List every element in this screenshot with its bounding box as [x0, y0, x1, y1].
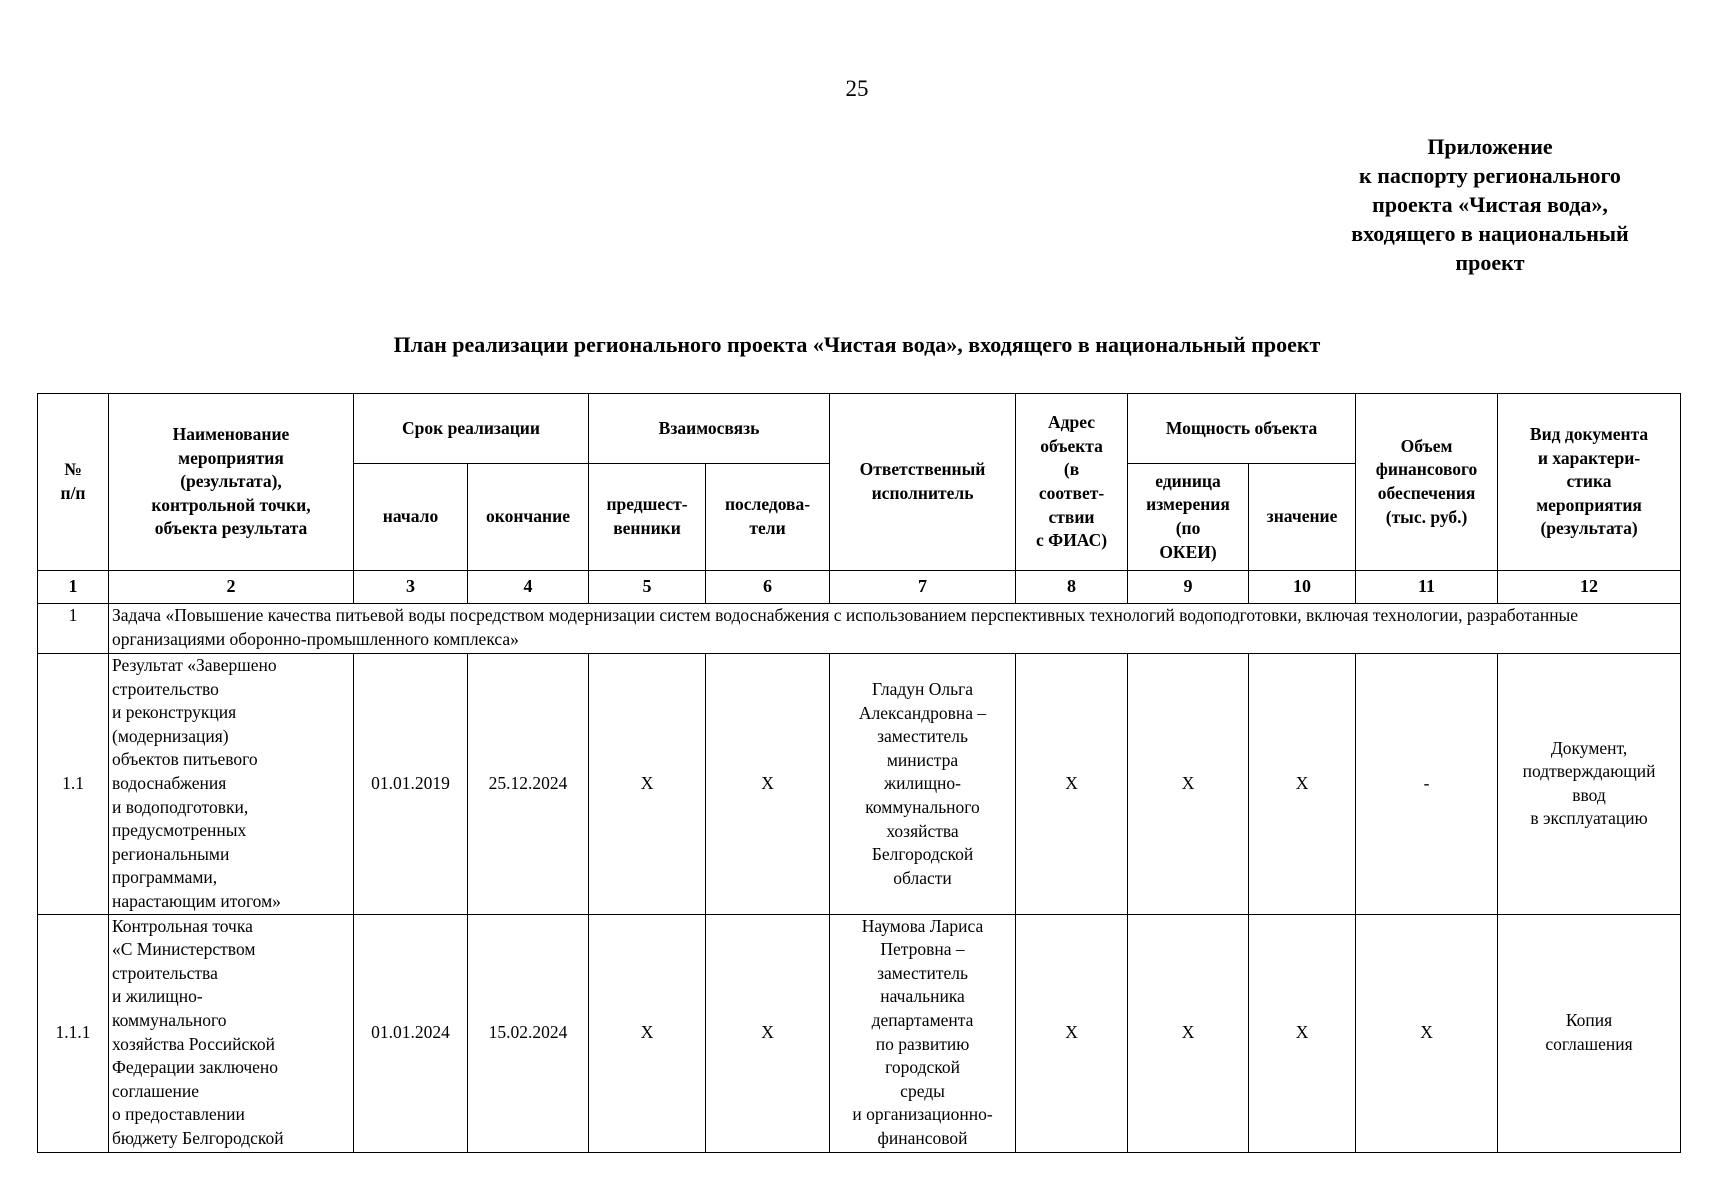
appendix-line: проекта «Чистая вода», [1372, 192, 1608, 217]
header-line: финансового [1375, 459, 1478, 480]
header-funding [1356, 394, 1498, 571]
header-line: единица [1155, 470, 1221, 491]
responsible-line: хозяйства [886, 820, 959, 841]
row-address: X [1016, 914, 1128, 1152]
name-line: хозяйства Российской [112, 1033, 275, 1054]
header-relation-pred [589, 464, 706, 571]
name-line: предусмотренных [112, 820, 247, 841]
responsible-line: Александровна – [858, 702, 987, 723]
appendix-heading [1300, 132, 1680, 277]
header-line: (результата) [1540, 518, 1638, 539]
table-row [38, 914, 1681, 1152]
header-line: обеспечения [1377, 483, 1476, 503]
name-line: региональными [112, 843, 230, 864]
header-line: предшест- [606, 494, 688, 515]
name-line: и жилищно- [112, 986, 203, 1007]
header-line: Вид документа [1529, 424, 1649, 445]
name-line: бюджету Белгородской [112, 1127, 284, 1148]
row-end: 15.02.2024 [468, 914, 589, 1152]
name-line: (модернизация) [112, 725, 229, 746]
row-succ: X [706, 914, 830, 1152]
name-line: программами, [112, 867, 218, 888]
appendix-line: проект [1455, 250, 1525, 275]
header-line: тели [749, 518, 786, 538]
name-line: Контрольная точка [112, 915, 253, 936]
column-number: 2 [109, 571, 354, 604]
name-line: Федерации заключено [112, 1057, 279, 1078]
column-number: 7 [830, 571, 1016, 604]
row-start: 01.01.2024 [354, 914, 468, 1152]
row-start: 01.01.2019 [354, 654, 468, 915]
name-line: Результат «Завершено [112, 655, 277, 675]
name-line: «С Министерством [112, 939, 256, 960]
header-line: с ФИАС) [1036, 530, 1108, 551]
header-responsible [830, 394, 1016, 571]
responsible-line: заместитель [877, 726, 968, 747]
row-num: 1.1 [38, 654, 109, 915]
header-line: (в [1063, 459, 1080, 480]
header-term-start: начало [354, 464, 468, 571]
header-doc-type [1498, 394, 1681, 571]
header-address [1016, 394, 1128, 571]
name-line: объектов питьевого [112, 749, 258, 770]
doc-line: в эксплуатацию [1530, 808, 1648, 829]
responsible-line: Гладун Ольга [872, 679, 974, 699]
task-text: Задача «Повышение качества питьевой воды посредством модернизации систем водоснабжения с использованием перспективных технологий водоподготовки, включая технологии, разработанные организациями оборонно-промышленного комплекса» [109, 604, 1681, 654]
row-pred: X [589, 654, 706, 915]
page-number: 25 [845, 76, 869, 101]
header-line: ОКЕИ) [1159, 541, 1217, 562]
row-end: 25.12.2024 [468, 654, 589, 915]
header-capacity-value: значение [1249, 464, 1356, 571]
column-number: 6 [706, 571, 830, 604]
header-line: № [64, 459, 82, 480]
row-pred: X [589, 914, 706, 1152]
row-unit: X [1128, 914, 1249, 1152]
header-capacity-unit [1128, 464, 1249, 571]
task-row [38, 604, 1681, 654]
responsible-line: Наумова Лариса [861, 915, 984, 936]
header-line: ствии [1048, 506, 1095, 527]
row-value: X [1249, 914, 1356, 1152]
header-num [38, 394, 109, 571]
responsible-line: финансовой [877, 1127, 968, 1148]
header-line: объекта [1040, 435, 1103, 456]
responsible-line: городской [885, 1057, 960, 1078]
doc-line: соглашения [1545, 1034, 1633, 1055]
responsible-line: Петровна – [880, 939, 965, 960]
name-line: строительство [112, 678, 219, 699]
header-line: стика [1566, 471, 1612, 492]
doc-line: Копия [1565, 1010, 1613, 1031]
header-line: Ответственный [859, 459, 986, 480]
header-line: контрольной точки, [151, 494, 311, 515]
plan-table [37, 393, 1681, 1153]
doc-line: Документ, [1550, 737, 1628, 758]
header-name [109, 394, 354, 571]
header-line: последова- [724, 494, 811, 515]
header-line: венники [613, 518, 681, 538]
header-relation: Взаимосвязь [589, 394, 830, 464]
header-line: Объем [1400, 435, 1453, 456]
responsible-line: среды [900, 1080, 945, 1101]
responsible-line: начальника [880, 986, 965, 1007]
name-line: и реконструкция [112, 702, 237, 723]
row-funding: - [1356, 654, 1498, 915]
column-number: 3 [354, 571, 468, 604]
doc-line: ввод [1572, 784, 1606, 805]
header-line: (по [1175, 518, 1201, 538]
row-unit: X [1128, 654, 1249, 915]
column-number: 8 [1016, 571, 1128, 604]
name-line: и водоподготовки, [112, 796, 249, 817]
header-line: мероприятия [178, 447, 284, 468]
responsible-line: жилищно- [884, 773, 962, 794]
column-number: 12 [1498, 571, 1681, 604]
header-capacity: Мощность объекта [1128, 394, 1356, 464]
row-num: 1.1.1 [38, 914, 109, 1152]
header-relation-succ [706, 464, 830, 571]
table-row [38, 654, 1681, 915]
row-doc [1498, 914, 1681, 1152]
plan-title: План реализации регионального проекта «Чистая вода», входящего в национальный проект [393, 332, 1321, 357]
header-line: п/п [60, 483, 86, 503]
column-number: 1 [38, 571, 109, 604]
column-number: 11 [1356, 571, 1498, 604]
header-line: Адрес [1048, 412, 1096, 433]
header-line: и характери- [1537, 447, 1641, 468]
doc-line: подтверждающий [1522, 761, 1656, 782]
responsible-line: по развитию [875, 1033, 970, 1054]
row-name [109, 914, 354, 1152]
responsible-line: области [893, 867, 952, 888]
name-line: нарастающим итогом» [112, 890, 281, 911]
header-line: объекта результата [154, 518, 308, 539]
header-term-end: окончание [468, 464, 589, 571]
responsible-line: департамента [871, 1009, 974, 1030]
name-line: водоснабжения [112, 772, 227, 793]
name-line: строительства [112, 962, 218, 983]
row-funding: X [1356, 914, 1498, 1152]
column-number: 9 [1128, 571, 1249, 604]
header-line: исполнитель [871, 483, 974, 503]
responsible-line: и организационно- [852, 1104, 993, 1125]
appendix-line: к паспорту регионального [1359, 163, 1621, 188]
header-line: (тыс. руб.) [1385, 506, 1468, 527]
responsible-line: министра [886, 749, 959, 770]
header-line: (результата), [180, 471, 282, 492]
header-term: Срок реализации [354, 394, 589, 464]
appendix-line: Приложение [1427, 134, 1553, 159]
column-number: 4 [468, 571, 589, 604]
row-responsible [830, 654, 1016, 915]
header-line: соответ- [1038, 483, 1105, 503]
row-value: X [1249, 654, 1356, 915]
name-line: коммунального [112, 1009, 227, 1030]
row-doc [1498, 654, 1681, 915]
header-line: мероприятия [1536, 494, 1642, 515]
name-line: соглашение [112, 1080, 200, 1101]
header-line: Наименование [172, 424, 290, 445]
row-address: X [1016, 654, 1128, 915]
appendix-line: входящего в национальный [1351, 221, 1629, 246]
task-num: 1 [38, 604, 109, 654]
row-responsible [830, 914, 1016, 1152]
name-line: о предоставлении [112, 1104, 245, 1125]
row-succ: X [706, 654, 830, 915]
responsible-line: заместитель [877, 962, 968, 983]
column-number: 5 [589, 571, 706, 604]
row-name [109, 654, 354, 915]
responsible-line: Белгородской [871, 844, 974, 865]
column-number: 10 [1249, 571, 1356, 604]
header-line: измерения [1146, 494, 1230, 515]
responsible-line: коммунального [865, 796, 980, 817]
